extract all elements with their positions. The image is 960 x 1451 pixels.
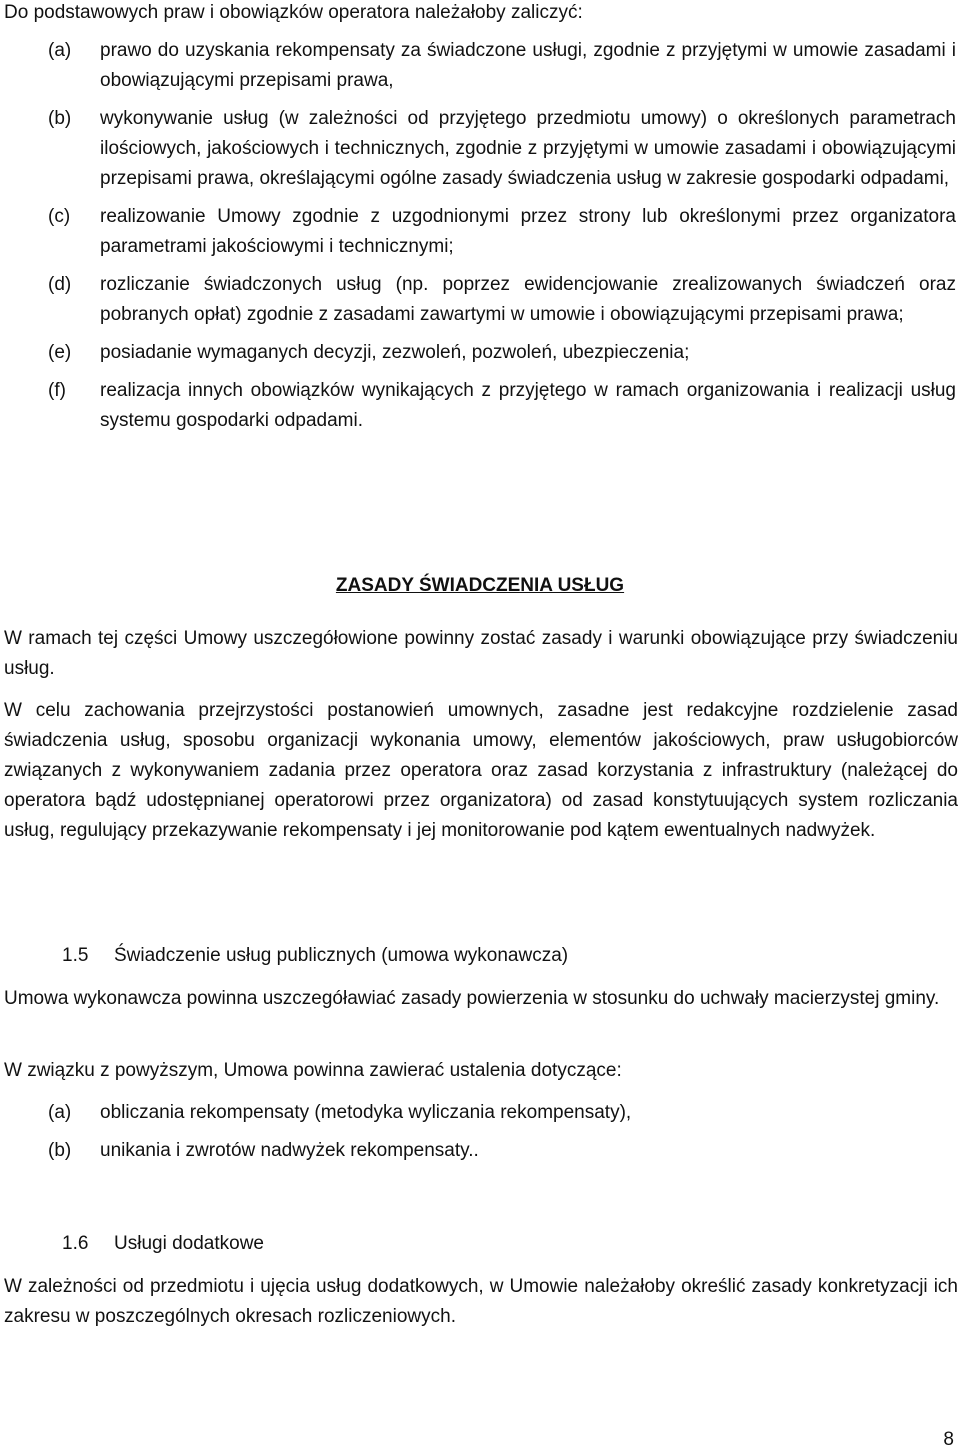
subsection-title: Usługi dodatkowe bbox=[114, 1233, 264, 1254]
intro-text: Do podstawowych praw i obowiązków operatora należałoby zaliczyć: bbox=[4, 2, 583, 23]
list-item bbox=[0, 104, 960, 194]
list-item bbox=[0, 36, 960, 96]
subsection-number: 1.6 bbox=[62, 1233, 89, 1254]
list-item-text: rozliczanie świadczonych usług (np. poprzez ewidencjowanie zrealizowanych świadczeń oraz pobranych opłat) zgodnie z zasadami zawartymi w umowie i obowiązującymi przepisami prawa; bbox=[100, 274, 956, 325]
list-item bbox=[0, 338, 960, 368]
subsection-title: Świadczenie usług publicznych (umowa wykonawcza) bbox=[114, 945, 569, 966]
list-item-text: unikania i zwrotów nadwyżek rekompensaty.. bbox=[100, 1140, 479, 1161]
obligations-list bbox=[0, 36, 960, 444]
subsection-number: 1.5 bbox=[62, 945, 89, 966]
list-marker: (d) bbox=[48, 274, 72, 295]
paragraph: W ramach tej części Umowy uszczegółowione powinny zostać zasady i warunki obowiązujące przy świadczeniu usług. bbox=[4, 628, 958, 679]
list-item-text: prawo do uzyskania rekompensaty za świadczone usługi, zgodnie z przyjętymi w umowie zasadami i obowiązującymi przepisami prawa, bbox=[100, 40, 956, 91]
paragraph: W związku z powyższym, Umowa powinna zawierać ustalenia dotyczące: bbox=[4, 1060, 622, 1081]
list-marker: (c) bbox=[48, 206, 71, 227]
list-item-text: realizowanie Umowy zgodnie z uzgodnionymi przez strony lub określonymi przez organizatora parametrami jakościowymi i technicznymi; bbox=[100, 206, 956, 257]
list-marker: (e) bbox=[48, 342, 72, 363]
list-item bbox=[0, 270, 960, 330]
list-marker: (f) bbox=[48, 380, 66, 401]
list-marker: (b) bbox=[48, 108, 72, 129]
list-item bbox=[0, 376, 960, 436]
list-item-text: posiadanie wymaganych decyzji, zezwoleń, pozwoleń, ubezpieczenia; bbox=[100, 342, 690, 363]
list-marker: (b) bbox=[48, 1140, 72, 1161]
list-item-text: realizacja innych obowiązków wynikających z przyjętego w ramach organizowania i realizacji usług systemu gospodarki odpadami. bbox=[100, 380, 956, 431]
list-marker: (a) bbox=[48, 1102, 72, 1123]
list-item-text: obliczania rekompensaty (metodyka wyliczania rekompensaty), bbox=[100, 1102, 632, 1123]
list-item bbox=[0, 1136, 960, 1166]
list-item bbox=[0, 202, 960, 262]
settlement-list bbox=[0, 1098, 960, 1174]
paragraph: W celu zachowania przejrzystości postanowień umownych, zasadne jest redakcyjne rozdzielenie zasad świadczenia usług, sposobu organizacji wykonania umowy, elementów jakościowych, praw usługobiorców związanych z wykonywaniem zadania przez operatora oraz zasad korzystania z infrastruktury (należącej do operatora bądź udostępnianej operatorowi przez organizatora) od zasad konstytuujących system rozliczania usług, regulujący przekazywanie rekompensaty i jej monitorowanie pod kątem ewentualnych nadwyżek. bbox=[4, 700, 958, 841]
section-heading: ZASADY ŚWIADCZENIA USŁUG bbox=[335, 575, 625, 596]
list-item-text: wykonywanie usług (w zależności od przyjętego przedmiotu umowy) o określonych parametrach ilościowych, jakościowych i technicznych, zgodnie z przyjętymi w umowie zasadami i obowiązującymi przepisami prawa, określającymi ogólne zasady świadczenia usług w zakresie gospodarki odpadami, bbox=[100, 108, 956, 189]
paragraph: W zależności od przedmiotu i ujęcia usług dodatkowych, w Umowie należałoby określić zasady konkretyzacji ich zakresu w poszczególnych okresach rozliczeniowych. bbox=[4, 1276, 958, 1327]
page-number: 8 bbox=[943, 1429, 954, 1450]
list-item bbox=[0, 1098, 960, 1128]
paragraph: Umowa wykonawcza powinna uszczegóławiać zasady powierzenia w stosunku do uchwały macierzystej gminy. bbox=[4, 988, 940, 1009]
subsection-heading bbox=[62, 1230, 264, 1258]
list-marker: (a) bbox=[48, 40, 72, 61]
subsection-heading bbox=[62, 942, 568, 970]
